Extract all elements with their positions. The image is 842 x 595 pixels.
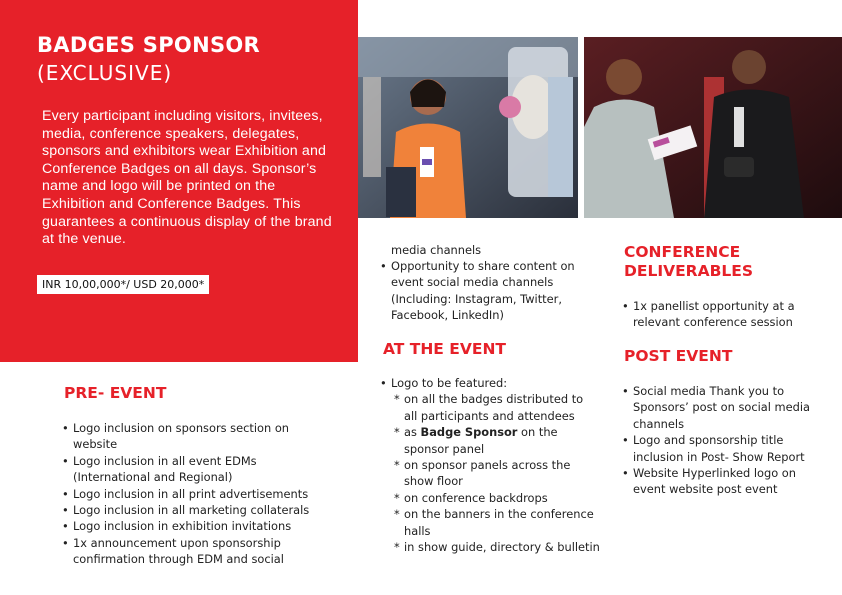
badge-suffix: on the sponsor panel <box>404 425 558 456</box>
list-item: • Logo inclusion in all print advertisements <box>62 486 322 502</box>
list-item: • Logo inclusion on sponsors section on website <box>62 420 322 453</box>
page-title: BADGES SPONSOR <box>37 33 260 57</box>
list-item: • Opportunity to share content on event social media channels (Including: Instagram, Twitter, Facebook, LinkedIn) <box>380 258 595 324</box>
conference-heading-line1: CONFERENCE <box>624 243 741 261</box>
badge-prefix: as <box>404 425 421 440</box>
at-event-sub-list <box>394 391 600 555</box>
at-event-intro: Logo to be featured: <box>391 376 508 390</box>
pre-event-list-cont <box>380 258 595 324</box>
sub-list-item: * in show guide, directory & bulletin <box>394 539 600 555</box>
at-event-list <box>380 375 600 555</box>
list-item: • Logo inclusion in all event EDMs (International and Regional) <box>62 453 322 486</box>
list-item <box>380 375 600 555</box>
price-tag: INR 10,00,000*/ USD 20,000* <box>37 275 209 294</box>
pre-event-list <box>62 420 322 568</box>
post-event-heading: POST EVENT <box>624 347 733 365</box>
list-item: • Logo inclusion in exhibition invitations <box>62 518 322 534</box>
sponsor-description: Every participant including visitors, invitees, media, conference speakers, delegates, sponsors and exhibitors wear Exhibition and Conference Badges on all days. Sponsor’s name and logo will be printed on the Exhibition and Conference Badges. This guarantees a continuous display of the brand at the venue. <box>42 108 332 248</box>
pre-event-continued: media channels <box>391 243 482 257</box>
list-item: • Social media Thank you to Sponsors’ post on social media channels <box>622 383 822 432</box>
sub-list-item <box>394 424 600 457</box>
list-item: • Logo and sponsorship title inclusion in Post- Show Report <box>622 432 822 465</box>
photo-woman-with-badge <box>358 37 578 218</box>
list-item: • 1x panellist opportunity at a relevant conference session <box>622 298 822 331</box>
conference-list <box>622 298 822 331</box>
conference-heading <box>624 243 753 281</box>
sub-list-item: * on all the badges distributed to all participants and attendees <box>394 391 600 424</box>
at-event-heading: AT THE EVENT <box>383 340 507 358</box>
list-item: • 1x announcement upon sponsorship confirmation through EDM and social <box>62 535 322 568</box>
conference-heading-line2: DELIVERABLES <box>624 262 754 280</box>
post-event-list <box>622 383 822 498</box>
list-item: • Logo inclusion in all marketing collaterals <box>62 502 322 518</box>
list-item: • Website Hyperlinked logo on event website post event <box>622 465 822 498</box>
sub-list-item: * on conference backdrops <box>394 490 600 506</box>
pre-event-heading: PRE- EVENT <box>64 384 167 402</box>
sub-list-item: * on sponsor panels across the show floor <box>394 457 600 490</box>
badge-sponsor-bold: Badge Sponsor <box>420 425 518 440</box>
page-subtitle: (EXCLUSIVE) <box>37 61 173 85</box>
sub-list-item: * on the banners in the conference halls <box>394 506 600 539</box>
photo-badge-scanning <box>584 37 842 218</box>
